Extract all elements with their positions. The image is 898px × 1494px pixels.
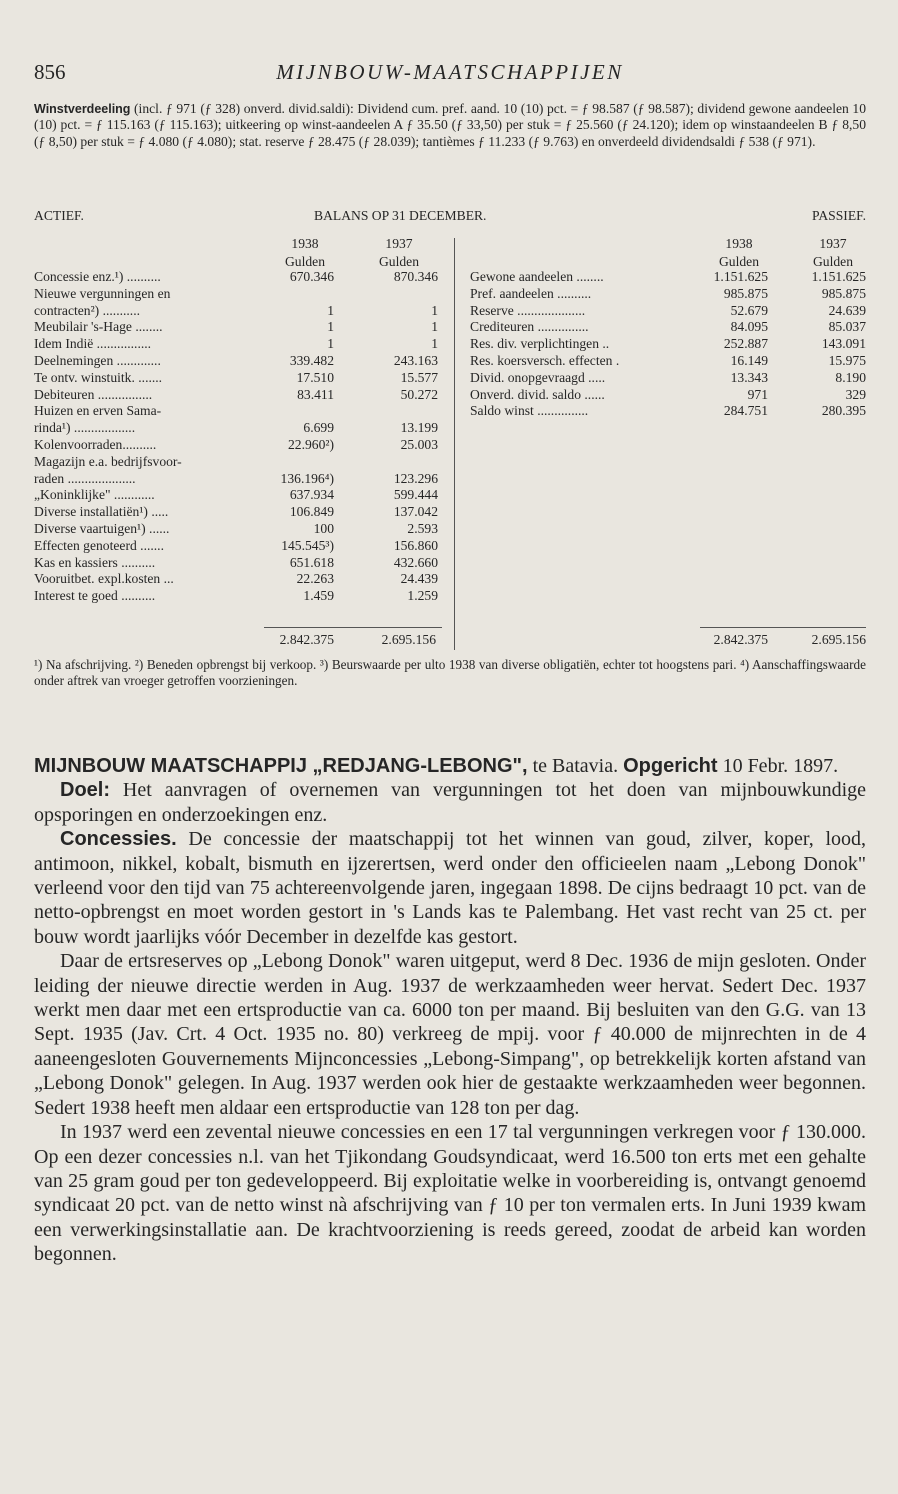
- liability-row: [470, 286, 866, 302]
- value-1937: 123.296: [393, 470, 438, 486]
- value-1938: 6.699: [303, 420, 334, 436]
- assets-total-1938: 2.842.375: [279, 632, 334, 647]
- year-1938: 1938: [291, 236, 319, 251]
- value-1937: 985.875: [821, 285, 866, 301]
- row-label: Onverd. divid. saldo ......: [470, 386, 605, 402]
- passief-label: PASSIEF.: [812, 208, 866, 223]
- concessies-text: De concessie der maatschappij tot het winnen van goud, zilver, koper, lood, antimoon, nikkel, kobalt, bismuth en ijzerertsen, werd onder den officieelen naam „Lebong Donok" verleend voor den tijd van 75 achtereenvolgende jaren, ingegaan 1898. De cijns bedraagt 10 pct. van de netto-opbrengst en moet worden gestort in 's Lands kas te Palembang. Het vast recht van 25 ct. per bouw wordt jaarlijks vóór December in dezelfde kas gestort.: [34, 828, 866, 948]
- row-label: raden ....................: [34, 470, 136, 486]
- value-1938: 145.545³): [281, 537, 334, 553]
- footnotes: ¹) Na afschrijving. ²) Beneden opbrengst bij verkoop. ³) Beurswaarde per ulto 1938 van diverse obligatiën, echter tot hoogstens pari. ⁴) Aanschaffingswaarde onder aftrek van vroeger getroffen voorzieningen.: [34, 657, 866, 688]
- unit-label: Gulden: [718, 254, 760, 269]
- asset-row: [34, 370, 438, 386]
- value-1937: 25.003: [400, 437, 438, 452]
- liability-row: [470, 319, 866, 335]
- value-1938: 52.679: [730, 302, 768, 318]
- unit-label: Gulden: [378, 254, 420, 269]
- row-label: Effecten genoteerd .......: [34, 537, 164, 553]
- value-1937: 2.593: [407, 521, 438, 536]
- value-1937: 13.199: [400, 420, 438, 436]
- value-1938: 13.343: [730, 369, 768, 385]
- liability-row: [470, 269, 866, 285]
- value-1937: 280.395: [821, 403, 866, 419]
- company-name: MIJNBOUW MAATSCHAPPIJ „REDJANG-LEBONG",: [34, 755, 528, 777]
- asset-row: [34, 571, 438, 587]
- row-label: Te ontv. winstuitk. .......: [34, 369, 163, 385]
- row-label: Vooruitbet. expl.kosten ...: [34, 571, 174, 587]
- asset-row: [34, 521, 438, 537]
- asset-row: [34, 538, 438, 554]
- asset-row: [34, 319, 438, 335]
- asset-row: [34, 353, 438, 369]
- value-1938: 637.934: [289, 487, 334, 503]
- row-label: rinda¹) ..................: [34, 420, 136, 436]
- asset-row: [34, 269, 438, 285]
- concessies-label: Concessies.: [60, 828, 177, 851]
- asset-row: [34, 437, 438, 453]
- value-1938: 22.960²): [288, 437, 334, 452]
- column-divider: [454, 238, 455, 650]
- concessies-paragraph: [34, 827, 866, 949]
- paragraph-2: Daar de ertsreserves op „Lebong Donok" waren uitgeput, werd 8 Dec. 1936 de mijn gesloten. Onder leiding der nieuwe directie werden in Aug. 1937 de werkzaamheden weer hervat. Sedert Dec. 1937 werkt men daar met een ertsproductie van ca. 6000 ton per maand. Bij besluiten van den G.G. van 13 Sept. 1935 (Jav. Crt. 4 Oct. 1935 no. 80) verkreeg de mpij. voor ƒ 40.000 de mijnrechten in de 4 aaneengesloten Gouvernements Mijnconcessies „Lebong-Simpang", op betrekkelijk korten afstand van „Lebong Donok" gelegen. In Aug. 1937 werden ook hier de gestaakte werkzaamheden weer begonnen. Sedert 1938 heeft men aldaar een ertsproductie van 128 ton per dag.: [34, 950, 866, 1119]
- doel-label: Doel:: [60, 779, 110, 802]
- value-1937: 1: [431, 336, 438, 352]
- value-1938: 971: [747, 386, 768, 402]
- asset-row: [34, 504, 438, 520]
- liabilities-table: [470, 269, 866, 429]
- value-1938: 1: [327, 336, 334, 352]
- doel-text: Het aanvragen of overnemen van vergunningen tot het doen van mijnbouwkundige opsporingen en onderzoekingen enz.: [34, 779, 866, 826]
- unit-label: Gulden: [812, 254, 854, 269]
- row-label: Diverse vaartuigen¹) ......: [34, 521, 170, 536]
- row-label: Magazijn e.a. bedrijfsvoor-: [34, 453, 182, 469]
- row-label: Reserve ....................: [470, 302, 586, 318]
- balance-header: [34, 208, 866, 228]
- value-1938: 252.887: [723, 336, 768, 352]
- row-label: Res. div. verplichtingen ..: [470, 336, 610, 352]
- value-1938: 1.459: [303, 588, 334, 604]
- company-entry: [34, 754, 866, 1267]
- value-1937: 143.091: [821, 336, 866, 352]
- row-label: Meubilair 's-Hage ........: [34, 319, 163, 335]
- founded-value: 10 Febr. 1897.: [717, 755, 839, 777]
- row-label: Gewone aandeelen ........: [470, 269, 604, 284]
- asset-row: [34, 286, 438, 302]
- assets-total-rule: [264, 627, 442, 628]
- asset-row: [34, 471, 438, 487]
- assets-table: [34, 269, 438, 609]
- profit-label: Winstverdeeling: [34, 102, 131, 116]
- page-header: [34, 60, 866, 92]
- value-1938: 1: [327, 319, 334, 335]
- value-1938: 16.149: [730, 353, 768, 368]
- liabilities-total-rule: [700, 627, 866, 628]
- row-label: Res. koersversch. effecten .: [470, 353, 620, 368]
- value-1937: 432.660: [393, 554, 438, 570]
- asset-row: [34, 487, 438, 503]
- value-1938: 84.095: [730, 319, 768, 335]
- value-1937: 8.190: [835, 369, 866, 385]
- assets-col2-head: [364, 235, 434, 271]
- row-label: Kolenvoorraden..........: [34, 437, 157, 452]
- value-1937: 15.577: [400, 369, 438, 385]
- liabilities-total-1938: 2.842.375: [713, 632, 768, 647]
- value-1937: 156.860: [393, 537, 438, 553]
- row-label: Diverse installatiën¹) .....: [34, 504, 169, 520]
- value-1938: 651.618: [289, 554, 334, 570]
- value-1937: 24.439: [400, 571, 438, 587]
- company-heading: [34, 754, 866, 778]
- value-1938: 17.510: [296, 369, 334, 385]
- value-1938: 100: [313, 521, 334, 536]
- value-1937: 24.639: [828, 302, 866, 318]
- profit-text: (incl. ƒ 971 (ƒ 328) onverd. divid.saldi): Dividend cum. pref. aand. 10 (10) pct. = ƒ 98.587 (ƒ 98.587); dividend gewone aandeelen 10 (10) pct. = ƒ 115.163 (ƒ 115.163); uitkeering op winst-aandeelen A ƒ 35.50 (ƒ 33,50) per stuk = ƒ 25.560 (ƒ 24.120); idem op winstaandeelen B ƒ 8,50 (ƒ 8,50) per stuk = ƒ 4.080 (ƒ 4.080); stat. reserve ƒ 28.475 (ƒ 28.039); tantièmes ƒ 11.233 (ƒ 9.763) en onverdeeld dividendsaldi ƒ 538 (ƒ 971).: [34, 101, 866, 149]
- running-title: MIJNBOUW-MAATSCHAPPIJEN: [276, 60, 624, 84]
- year-1937: 1937: [385, 236, 413, 251]
- company-location: te Batavia.: [527, 755, 624, 777]
- liab-col2-head: [798, 235, 868, 271]
- value-1937: 85.037: [828, 319, 866, 335]
- liability-row: [470, 387, 866, 403]
- value-1938: 1.151.625: [713, 269, 768, 284]
- value-1938: 670.346: [289, 269, 334, 284]
- row-label: Interest te goed ..........: [34, 588, 156, 604]
- asset-row: [34, 555, 438, 571]
- value-1937: 137.042: [393, 504, 438, 520]
- paragraph-3: In 1937 werd een zevental nieuwe concessies en een 17 tal vergunningen verkregen voor ƒ 130.000. Op een dezer concessies n.l. van het Tjikondang Goudsyndicaat, werd 16.500 ton erts met een gehalte van 25 gram goud per ton gedeveloppeerd. Bij exploitatie welke in voorbereiding is, ontvangt genoemd syndicaat 20 pct. van de netto winst nà afschrijving van ƒ 10 per ton vermalen erts. In Juni 1939 kwam een verwerkingsinstallatie aan. De krachtvoorziening is reeds gereed, zoodat de arbeid kan worden begonnen.: [34, 1121, 866, 1266]
- year-1937: 1937: [819, 236, 847, 251]
- liability-row: [470, 303, 866, 319]
- page-number: 856: [34, 60, 66, 84]
- value-1937: 50.272: [400, 386, 438, 402]
- value-1938: 985.875: [723, 285, 768, 301]
- value-1938: 83.411: [297, 386, 334, 402]
- value-1937: 329: [845, 386, 866, 402]
- asset-row: [34, 336, 438, 352]
- asset-row: [34, 303, 438, 319]
- value-1938: 339.482: [289, 353, 334, 368]
- asset-row: [34, 403, 438, 419]
- value-1938: 22.263: [296, 571, 334, 587]
- liability-row: [470, 353, 866, 369]
- value-1938: 284.751: [723, 403, 768, 419]
- founded-label: Opgericht: [623, 755, 718, 777]
- liabilities-total-1937: 2.695.156: [811, 632, 866, 647]
- value-1938: 136.196⁴): [280, 470, 334, 486]
- asset-row: [34, 588, 438, 604]
- asset-row: [34, 454, 438, 470]
- value-1937: 1.259: [407, 588, 438, 604]
- asset-row: [34, 420, 438, 436]
- row-label: contracten²) ...........: [34, 302, 140, 318]
- actief-label: ACTIEF.: [34, 208, 84, 223]
- doel-paragraph: [34, 778, 866, 827]
- row-label: Huizen en erven Sama-: [34, 403, 162, 419]
- row-label: Debiteuren ................: [34, 386, 153, 402]
- value-1938: 1: [327, 302, 334, 318]
- row-label: Deelnemingen .............: [34, 353, 161, 368]
- row-label: Nieuwe vergunningen en: [34, 285, 171, 301]
- row-label: Saldo winst ...............: [470, 403, 589, 419]
- assets-total-1937: 2.695.156: [381, 632, 436, 647]
- assets-col1-head: [270, 235, 340, 271]
- balance-title: BALANS OP 31 DECEMBER.: [314, 208, 487, 223]
- value-1937: 15.975: [828, 353, 866, 368]
- row-label: Divid. onopgevraagd .....: [470, 369, 606, 385]
- unit-label: Gulden: [284, 254, 326, 269]
- value-1937: 1.151.625: [811, 269, 866, 284]
- row-label: Kas en kassiers ..........: [34, 554, 156, 570]
- row-label: Pref. aandeelen ..........: [470, 285, 592, 301]
- profit-distribution: [34, 101, 866, 150]
- liab-col1-head: [704, 235, 774, 271]
- year-1938: 1938: [725, 236, 753, 251]
- value-1937: 599.444: [393, 487, 438, 503]
- row-label: Concessie enz.¹) ..........: [34, 269, 161, 284]
- asset-row: [34, 387, 438, 403]
- value-1938: 106.849: [289, 504, 334, 520]
- liability-row: [470, 336, 866, 352]
- value-1937: 870.346: [393, 269, 438, 284]
- value-1937: 1: [431, 302, 438, 318]
- row-label: Idem Indië ................: [34, 336, 152, 352]
- liability-row: [470, 403, 866, 419]
- row-label: Crediteuren ...............: [470, 319, 589, 335]
- row-label: „Koninklijke" ............: [34, 487, 155, 503]
- liability-row: [470, 370, 866, 386]
- value-1937: 243.163: [393, 353, 438, 368]
- value-1937: 1: [431, 319, 438, 335]
